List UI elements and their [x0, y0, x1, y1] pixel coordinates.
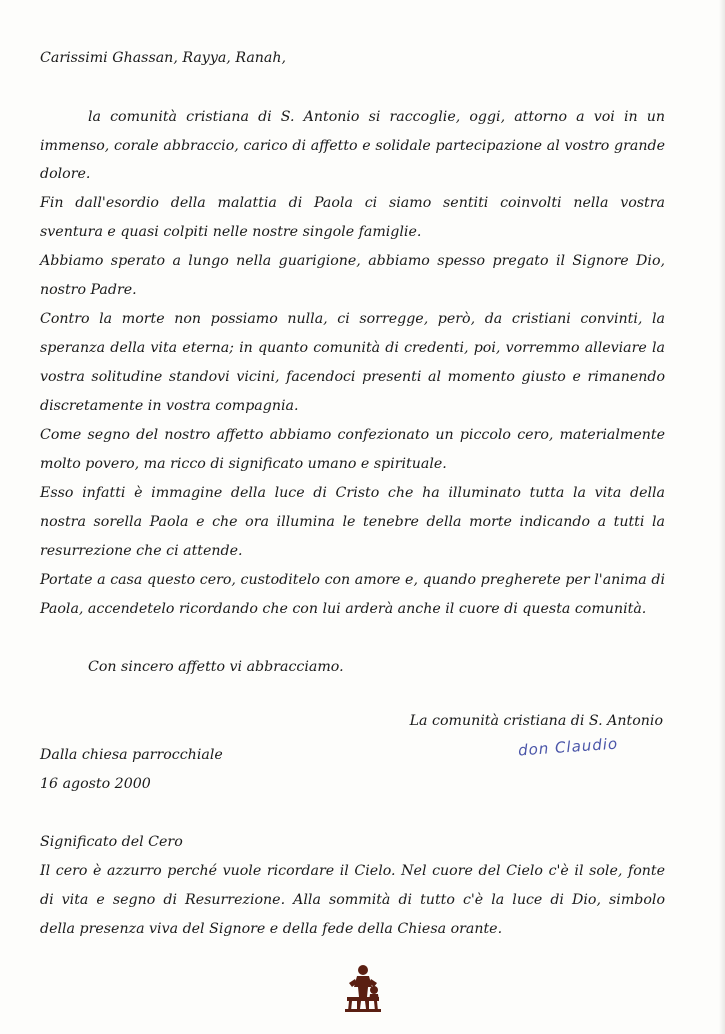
letter-line: Fin dall'esordio della malattia di Paola ci siamo sentiti coinvolti nella vostra [40, 195, 665, 211]
letter-line: molto povero, ma ricco di significato umano e spirituale. [40, 456, 447, 472]
letter-line: nostra sorella Paola e che ora illumina le tenebre della morte indicando a tutti la [40, 514, 665, 530]
letter-line: sventura e quasi colpiti nelle nostre singole famiglie. [40, 224, 422, 240]
letter-line: Contro la morte non possiamo nulla, ci sorregge, però, da cristiani convinti, la [40, 311, 665, 327]
date-text: 16 agosto 2000 [40, 776, 151, 792]
cero-line: di vita e segno di Resurrezione. Alla sommità di tutto c'è la luce di Dio, simbolo [40, 892, 665, 908]
letter-line: Esso infatti è immagine della luce di Cristo che ha illuminato tutta la vita della [40, 485, 665, 501]
letter-line: la comunità cristiana di S. Antonio si raccoglie, oggi, attorno a voi in un [88, 109, 665, 125]
letter-line: immenso, corale abbraccio, carico di affetto e solidale partecipazione al vostro grande [40, 138, 665, 154]
letter-line: Come segno del nostro affetto abbiamo confezionato un piccolo cero, materialmente [40, 427, 665, 443]
cero-line: Il cero è azzurro perché vuole ricordare il Cielo. Nel cuore del Cielo c'è il sole, fonte [40, 863, 665, 879]
signature-text: La comunità cristiana di S. Antonio [409, 713, 663, 729]
cero-line: della presenza viva del Signore e della fede della Chiesa orante. [40, 921, 503, 937]
letter-line: Portate a casa questo cero, custoditelo con amore e, quando pregherete per l'anima di [40, 572, 665, 588]
salutation: Carissimi Ghassan, Rayya, Ranah, [40, 50, 287, 66]
saint-antonio-emblem-icon [341, 963, 385, 1013]
cero-heading: Significato del Cero [40, 834, 183, 850]
letter-line: Paola, accendetelo ricordando che con lui arderà anche il cuore di questa comunità. [40, 601, 647, 617]
letter-line: dolore. [40, 166, 91, 182]
letter-line: speranza della vita eterna; in quanto comunità di credenti, poi, vorremmo alleviare la [40, 340, 665, 356]
closing-text: Con sincero affetto vi abbracciamo. [88, 659, 344, 675]
letter-line: Abbiamo sperato a lungo nella guarigione, abbiamo spesso pregato il Signore Dio, [40, 253, 665, 269]
letter-line: nostro Padre. [40, 282, 137, 298]
page-edge [719, 0, 725, 1034]
handwritten-signature: don Claudio [517, 734, 619, 760]
place-text: Dalla chiesa parrocchiale [40, 747, 223, 763]
letter-line: vostra solitudine standovi vicini, facendoci presenti al momento giusto e rimanendo [40, 369, 665, 385]
letter-line: discretamente in vostra compagnia. [40, 398, 299, 414]
letter-line: resurrezione che ci attende. [40, 543, 243, 559]
